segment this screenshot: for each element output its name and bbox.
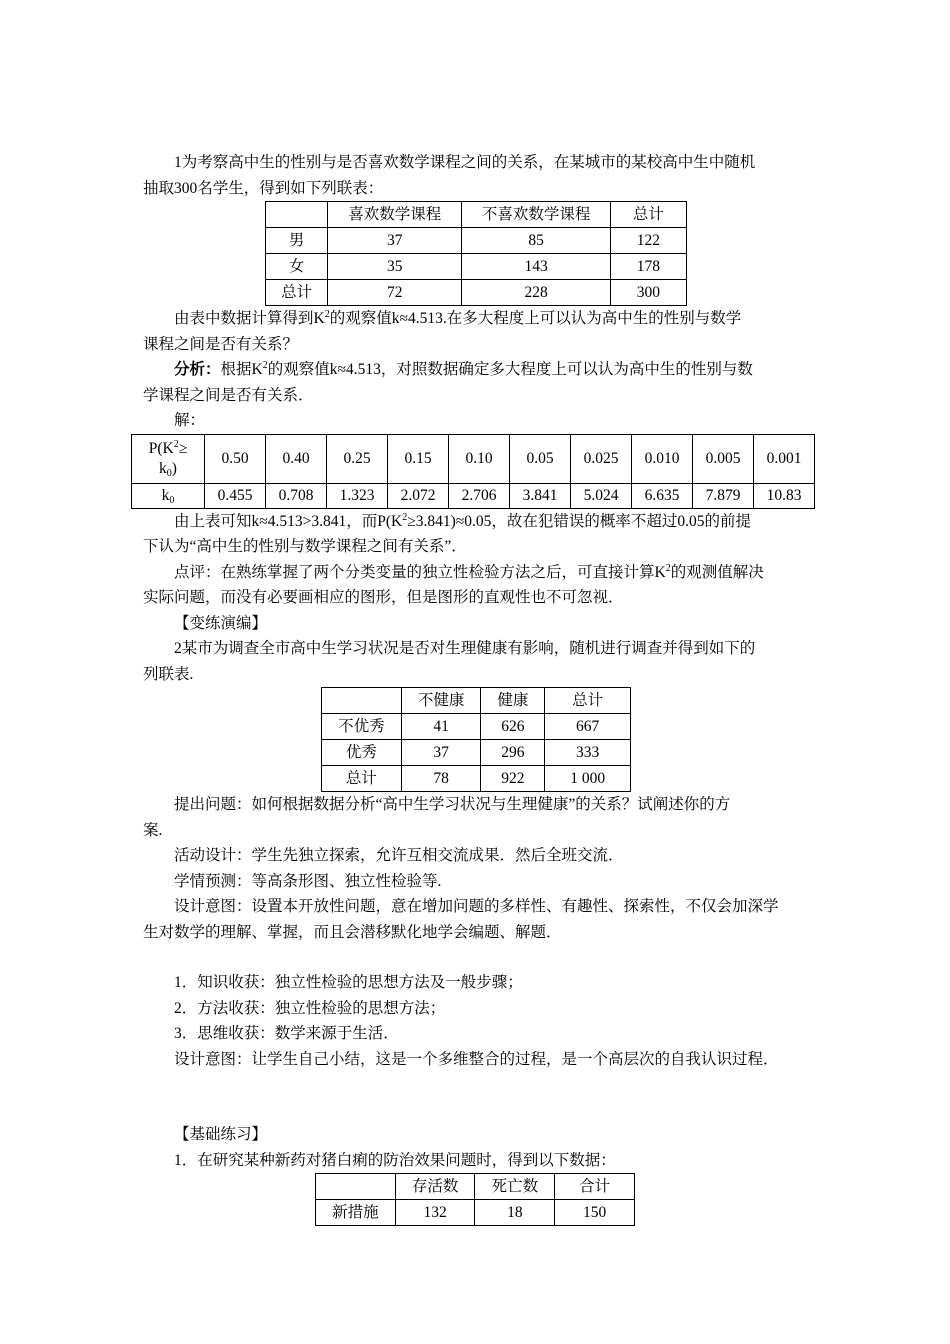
design-intent-line2: 生对数学的理解、掌握，而且会潜移默化地学会编题、解题． [143,923,562,941]
table-cell: 男 [266,228,328,254]
table-cell: 150 [555,1200,635,1226]
table-cell: 0.40 [266,434,327,483]
table-cell: 667 [545,714,631,740]
comment-line2: 实际问题，而没有必要画相应的图形，但是图形的直观性也不可忽视． [143,589,624,606]
table-cell: 5.024 [571,483,632,508]
table-header-row [266,202,687,228]
table-cell: 总计 [545,688,631,714]
table-cell: 6.635 [632,483,693,508]
table-row [322,714,631,740]
summary-intent: 设计意图：让学生自己小结，这是一个多维整合的过程，是一个高层次的自我认识过程． [174,1050,779,1068]
table-cell: 总计 [610,202,686,228]
table-cell: 0.25 [327,434,388,483]
table-cell: 0.15 [388,434,449,483]
summary-item: 1．知识收获：独立性检验的思想方法及一般步骤； [174,974,523,991]
comment-line1: 点评：在熟练掌握了两个分类变量的独立性检验方法之后，可直接计算$K^2$的观测值解决 [174,562,764,581]
spacer [143,945,819,970]
table-cell: 优秀 [322,740,402,766]
summary-item: 2．方法收获：独立性检验的思想方法； [174,999,446,1017]
analysis-line1: 分析：根据$K^2$的观察值k≈4.513，对照数据确定多大程度上可以认为高中生的性别与数 [174,360,753,378]
q1-intro-line2: 抽取300名学生，得到如下列联表： [143,179,384,197]
table-cell: 0.05 [510,434,571,483]
q2-line2: 列联表. [143,665,194,683]
table-cell: 626 [481,714,545,740]
table-cell: 0.10 [449,434,510,483]
table-cell: 300 [610,280,686,306]
table-cell: 132 [395,1200,475,1226]
q1-question-line1: 由表中数据计算得到$K^2$的观察值k≈4.513.在多大程度上可以认为高中生的性别与数学 [174,309,742,327]
table-cell: 0.010 [632,434,693,483]
q1-intro-line1: 1为考察高中生的性别与是否喜欢数学课程之间的关系，在某城市的某校高中生中随机 [174,154,756,171]
table-cell: 0.455 [205,483,266,508]
table-cell: 143 [462,254,610,280]
analysis-line2: 学课程之间是否有关系． [143,386,314,404]
table-cell: 0.50 [205,434,266,483]
table-row [322,740,631,766]
table-cell: 1 000 [545,766,631,792]
pose-question-line2: 案. [143,821,163,839]
table-cell [316,1174,396,1200]
table-cell: 296 [481,740,545,766]
learning-prediction: 学情预测：等高条形图、独立性检验等. [174,872,442,890]
summary-item: 3．思维收获：数学来源于生活． [174,1025,399,1042]
table-row [316,1200,635,1226]
table-cell: 922 [481,766,545,792]
q2-line1: 2某市为调查全市高中生学习状况是否对生理健康有影响，随机进行调查并得到如下的 [174,640,756,657]
row-label-k0: $k_0$ [132,483,205,508]
table-cell: 3.841 [510,483,571,508]
table-cell: 35 [328,254,462,280]
table-cell: 存活数 [395,1174,475,1200]
table-cell: 合计 [555,1174,635,1200]
table-cell: 72 [328,280,462,306]
variant-heading: 【变练演编】 [174,614,268,632]
table-cell: 178 [610,254,686,280]
row-label-probability: $P(K^2\ge$ $k_0$) [132,434,205,483]
table-cell: 37 [328,228,462,254]
table-cell: 10.83 [754,483,815,508]
practice-heading: 【基础练习】 [174,1126,268,1143]
pose-question-line1: 提出问题：如何根据数据分析“高中生学习状况与生理健康”的关系？试阐述你的方 [174,796,731,813]
table-cell: 85 [462,228,610,254]
document-content [143,150,819,1226]
table-cell [322,688,402,714]
q1-question-line2: 课程之间是否有关系？ [143,335,299,353]
k-value-row [132,483,815,508]
table-cell: 41 [401,714,481,740]
table-cell: 122 [610,228,686,254]
table-cell: 2.706 [449,483,510,508]
table-cell: 死亡数 [475,1174,555,1200]
solution-label: 解： [174,412,206,429]
table-row [266,254,687,280]
conclusion-line2: 下认为“高中生的性别与数学课程之间有关系”． [143,538,467,555]
gender-math-contingency-table [265,201,687,306]
table-header-row [316,1174,635,1200]
table-cell: 2.072 [388,483,449,508]
table-cell: 健康 [481,688,545,714]
design-intent-line1: 设计意图：设置本开放性问题，意在增加问题的多样性、有趣性、探索性，不仅会加深学 [174,898,779,915]
table-cell: 333 [545,740,631,766]
table-row [266,280,687,306]
table-header-row [322,688,631,714]
table-cell: 0.001 [754,434,815,483]
table-cell: 不优秀 [322,714,402,740]
table-cell: 不健康 [401,688,481,714]
critical-value-table [131,434,815,509]
analysis-label: 分析： [174,361,221,378]
table-cell: 喜欢数学课程 [328,202,462,228]
activity-design: 活动设计：学生先独立探索，允许互相交流成果．然后全班交流． [174,847,624,864]
conclusion-line1: 由上表可知k≈4.513>3.841，而$P(K^2\ge 3.841)\approx 0.05$，故在犯错误的概率不超过0.05的前提 [174,511,752,530]
table-cell: 228 [462,280,610,306]
table-cell: 78 [401,766,481,792]
table-cell: 0.708 [266,483,327,508]
practice-q1: 1．在研究某种新药对猪白痢的防治效果问题时，得到以下数据： [174,1151,616,1169]
table-cell: 不喜欢数学课程 [462,202,610,228]
table-cell: 7.879 [693,483,754,508]
table-cell: 0.025 [571,434,632,483]
probability-row [132,434,815,483]
spacer [143,1072,819,1122]
drug-effect-table [315,1173,635,1226]
table-cell: 18 [475,1200,555,1226]
table-cell: 总计 [322,766,402,792]
table-row [322,766,631,792]
table-cell: 1.323 [327,483,388,508]
study-health-contingency-table [321,687,631,792]
table-cell: 总计 [266,280,328,306]
table-row [266,228,687,254]
table-cell: 新措施 [316,1200,396,1226]
table-cell: 37 [401,740,481,766]
table-cell: 0.005 [693,434,754,483]
table-cell [266,202,328,228]
table-cell: 女 [266,254,328,280]
